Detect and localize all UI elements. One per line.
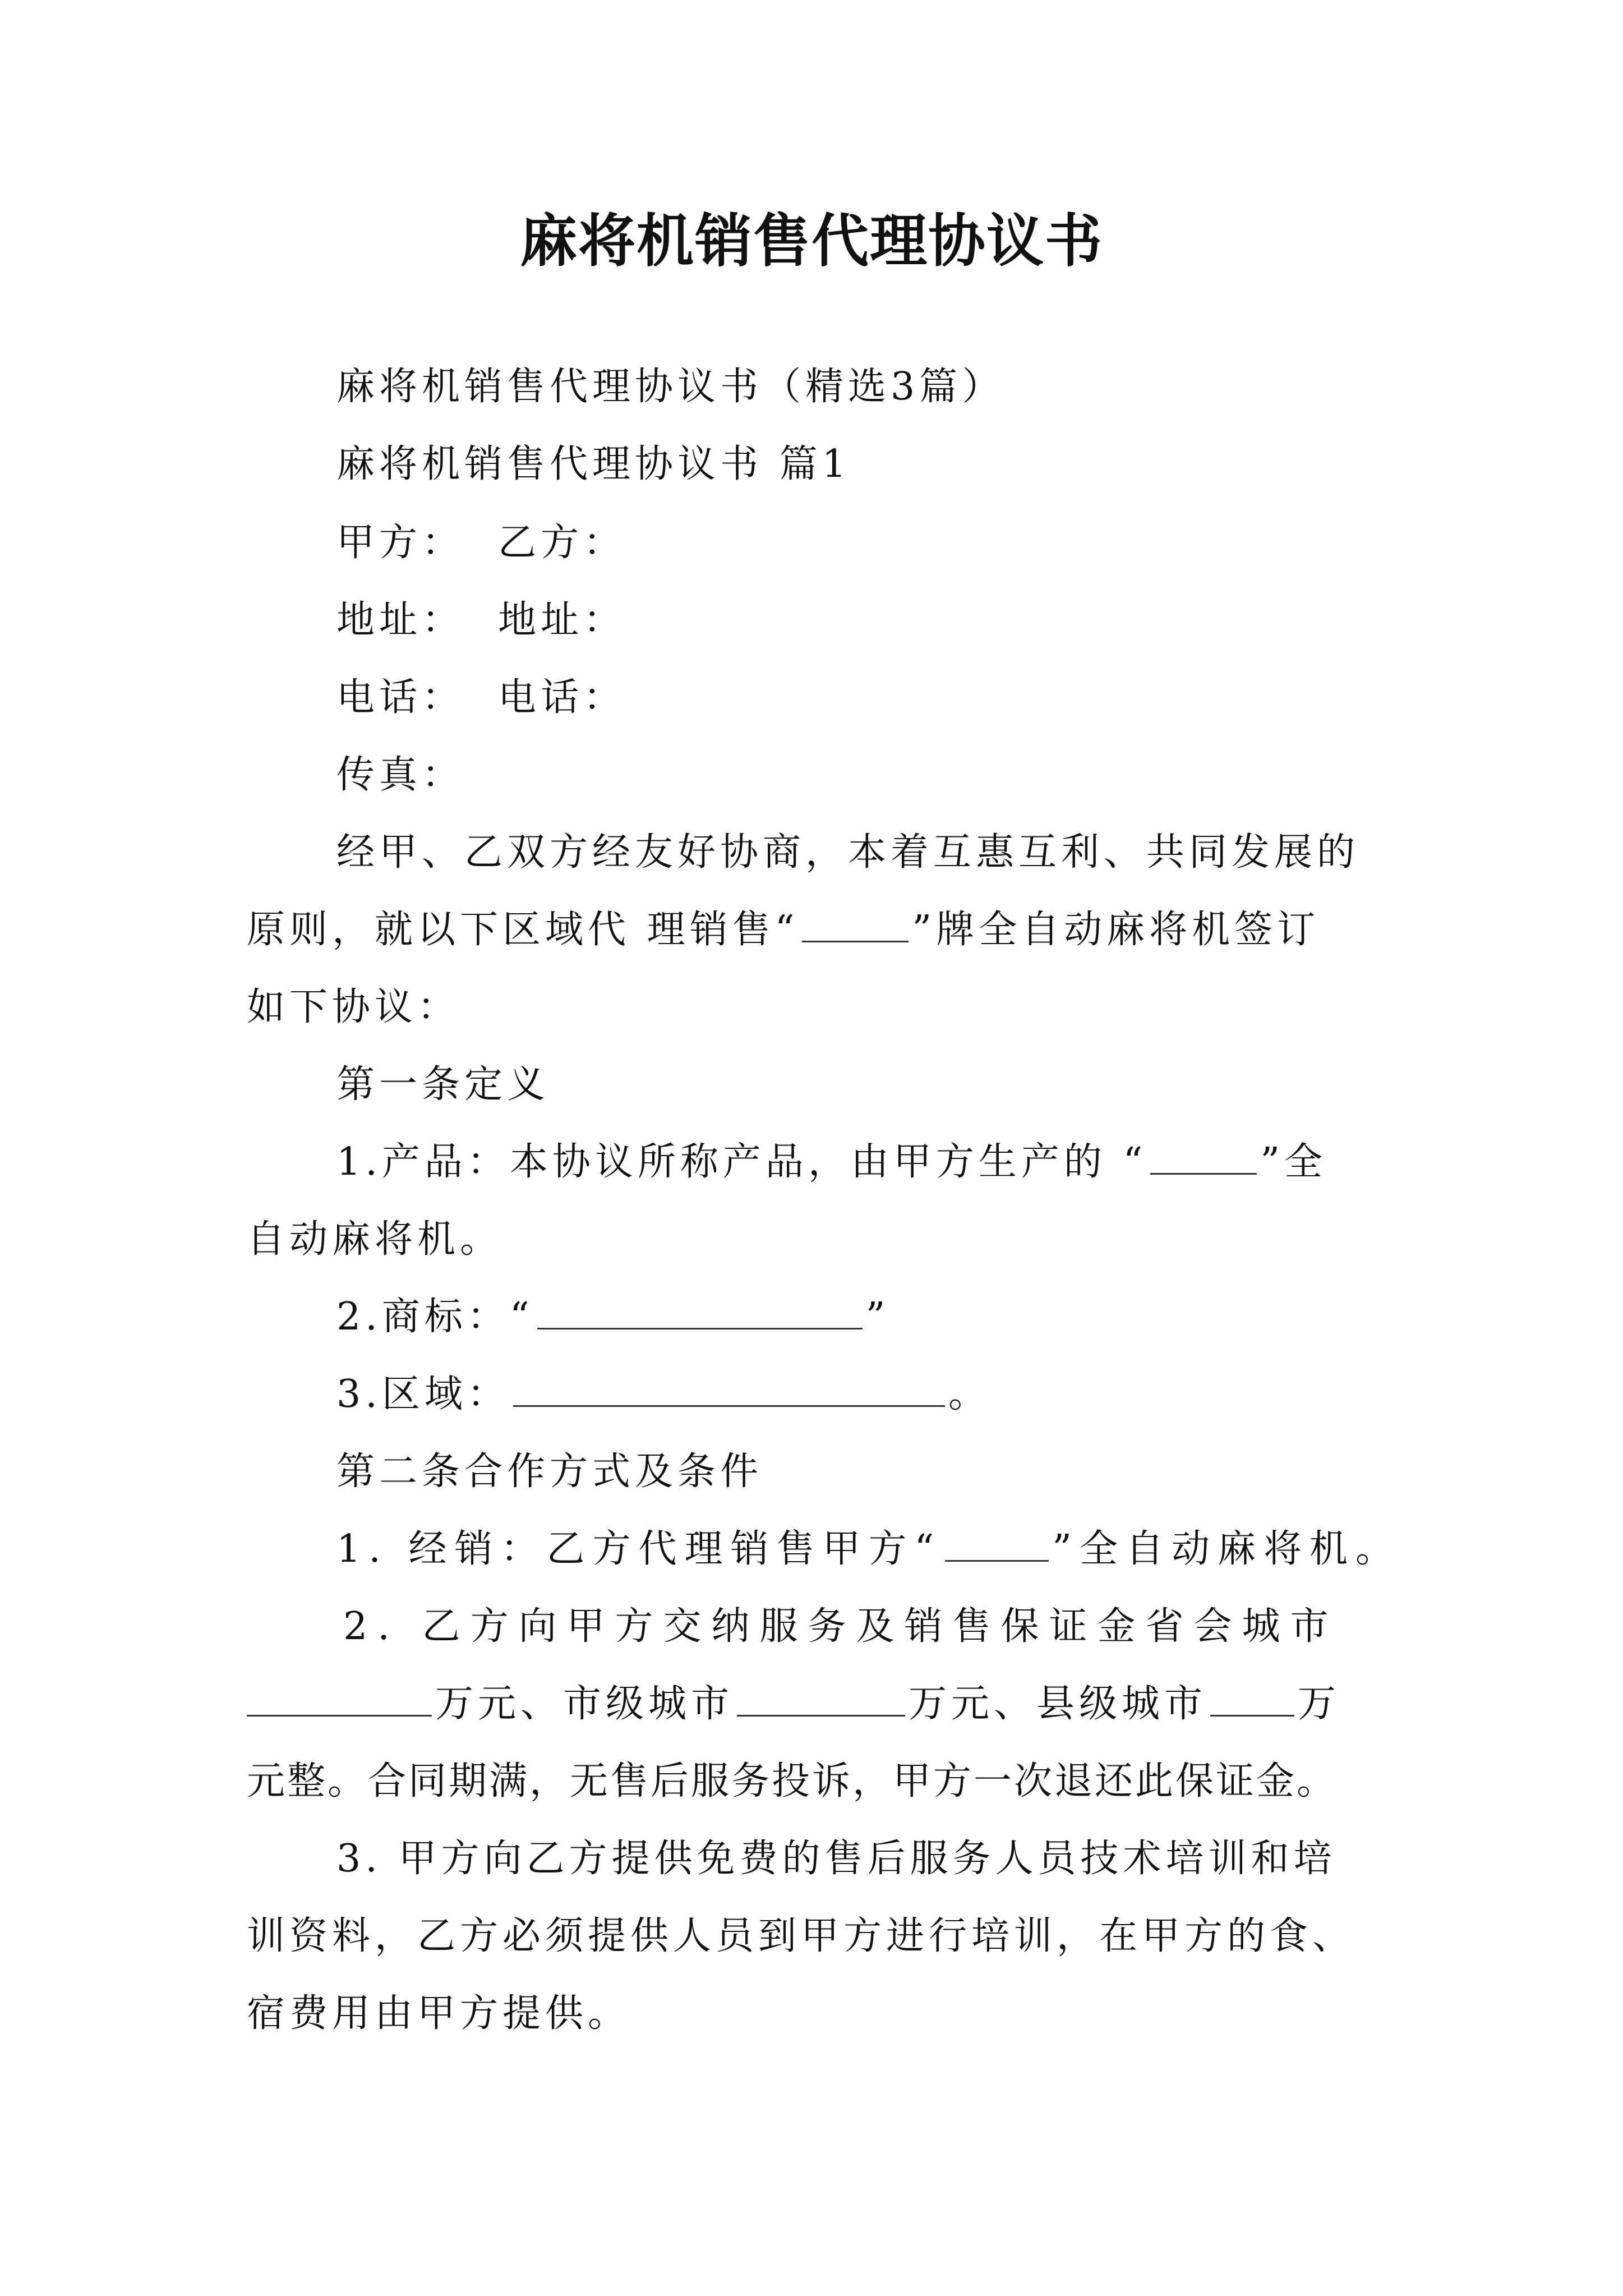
subtitle: 麻将机销售代理协议书（精选3篇）: [336, 365, 1005, 409]
article-2-heading: 第二条合作方式及条件: [336, 1450, 763, 1494]
city-deposit-blank: [737, 1680, 905, 1717]
article-2-item-3-line-2: 训资料，乙方必须提供人员到甲方进行培训，在甲方的食、: [247, 1914, 1355, 1958]
trademark-text-b: ”: [865, 1295, 890, 1339]
article-1-item-2: [336, 1289, 889, 1345]
intro-line-1: 经甲、乙双方经友好协商，本着互惠互利、共同发展的: [336, 830, 1360, 875]
region-text-b: 。: [948, 1372, 991, 1416]
deposit-text-a: 万元、市级城市: [435, 1682, 734, 1726]
intro-text-b: ”牌全自动麻将机签订: [912, 908, 1320, 952]
region-blank: [513, 1370, 945, 1407]
address-b-label: 地址：: [498, 598, 626, 642]
county-deposit-blank: [1210, 1680, 1294, 1717]
distribution-text-a: 1. 经销：乙方代理销售甲方“: [336, 1527, 942, 1571]
intro-line-3: 如下协议：: [247, 985, 460, 1029]
phone-line: [336, 670, 626, 726]
article-2-item-2-line-1: 2. 乙方向甲方交纳服务及销售保证金省会城市: [343, 1604, 1339, 1649]
distribution-blank: [945, 1525, 1049, 1562]
region-text-a: 3.区域：: [336, 1372, 510, 1416]
document-title: 麻将机销售代理协议书: [520, 208, 1103, 275]
parties-line: [336, 515, 626, 571]
trademark-text-a: 2.商标：“: [336, 1295, 534, 1339]
phone-a-label: 电话：: [336, 675, 465, 720]
trademark-blank: [537, 1293, 863, 1329]
fax-label: 传真：: [336, 753, 465, 797]
party-b-label: 乙方：: [498, 521, 626, 565]
product-text-b: ”全: [1260, 1140, 1327, 1184]
address-line: [336, 592, 626, 648]
article-1-item-1: [336, 1134, 1327, 1190]
distribution-text-b: ”全自动麻将机。: [1052, 1527, 1402, 1571]
article-2-item-1: [336, 1521, 1401, 1577]
article-2-item-3-line-3: 宿费用由甲方提供。: [247, 1991, 631, 2036]
address-a-label: 地址：: [336, 598, 465, 642]
party-a-label: 甲方：: [336, 521, 465, 565]
deposit-text-b: 万元、县级城市: [909, 1682, 1207, 1726]
article-1-heading: 第一条定义: [336, 1062, 550, 1107]
deposit-text-c: 万: [1298, 1682, 1341, 1726]
article-2-item-3-line-1: 3. 甲方向乙方提供免费的售后服务人员技术培训和培: [336, 1837, 1336, 1881]
part-heading: 麻将机销售代理协议书 篇1: [336, 442, 851, 486]
article-1-item-1-cont: 自动麻将机。: [247, 1217, 503, 1262]
intro-line-2: [247, 902, 1320, 958]
product-text-a: 1.产品：本协议所称产品，由甲方生产的 “: [336, 1140, 1147, 1184]
brand-blank: [802, 906, 909, 942]
article-2-item-2-line-2: [247, 1676, 1340, 1732]
intro-text-a: 原则，就以下区域代 理销售“: [247, 908, 799, 952]
article-1-item-3: [336, 1366, 991, 1423]
phone-b-label: 电话：: [498, 675, 626, 720]
provincial-deposit-blank: [247, 1680, 432, 1717]
article-2-item-2-line-3: 元整。合同期满，无售后服务投诉，甲方一次退还此保证金。: [247, 1759, 1338, 1803]
product-blank: [1150, 1138, 1257, 1175]
